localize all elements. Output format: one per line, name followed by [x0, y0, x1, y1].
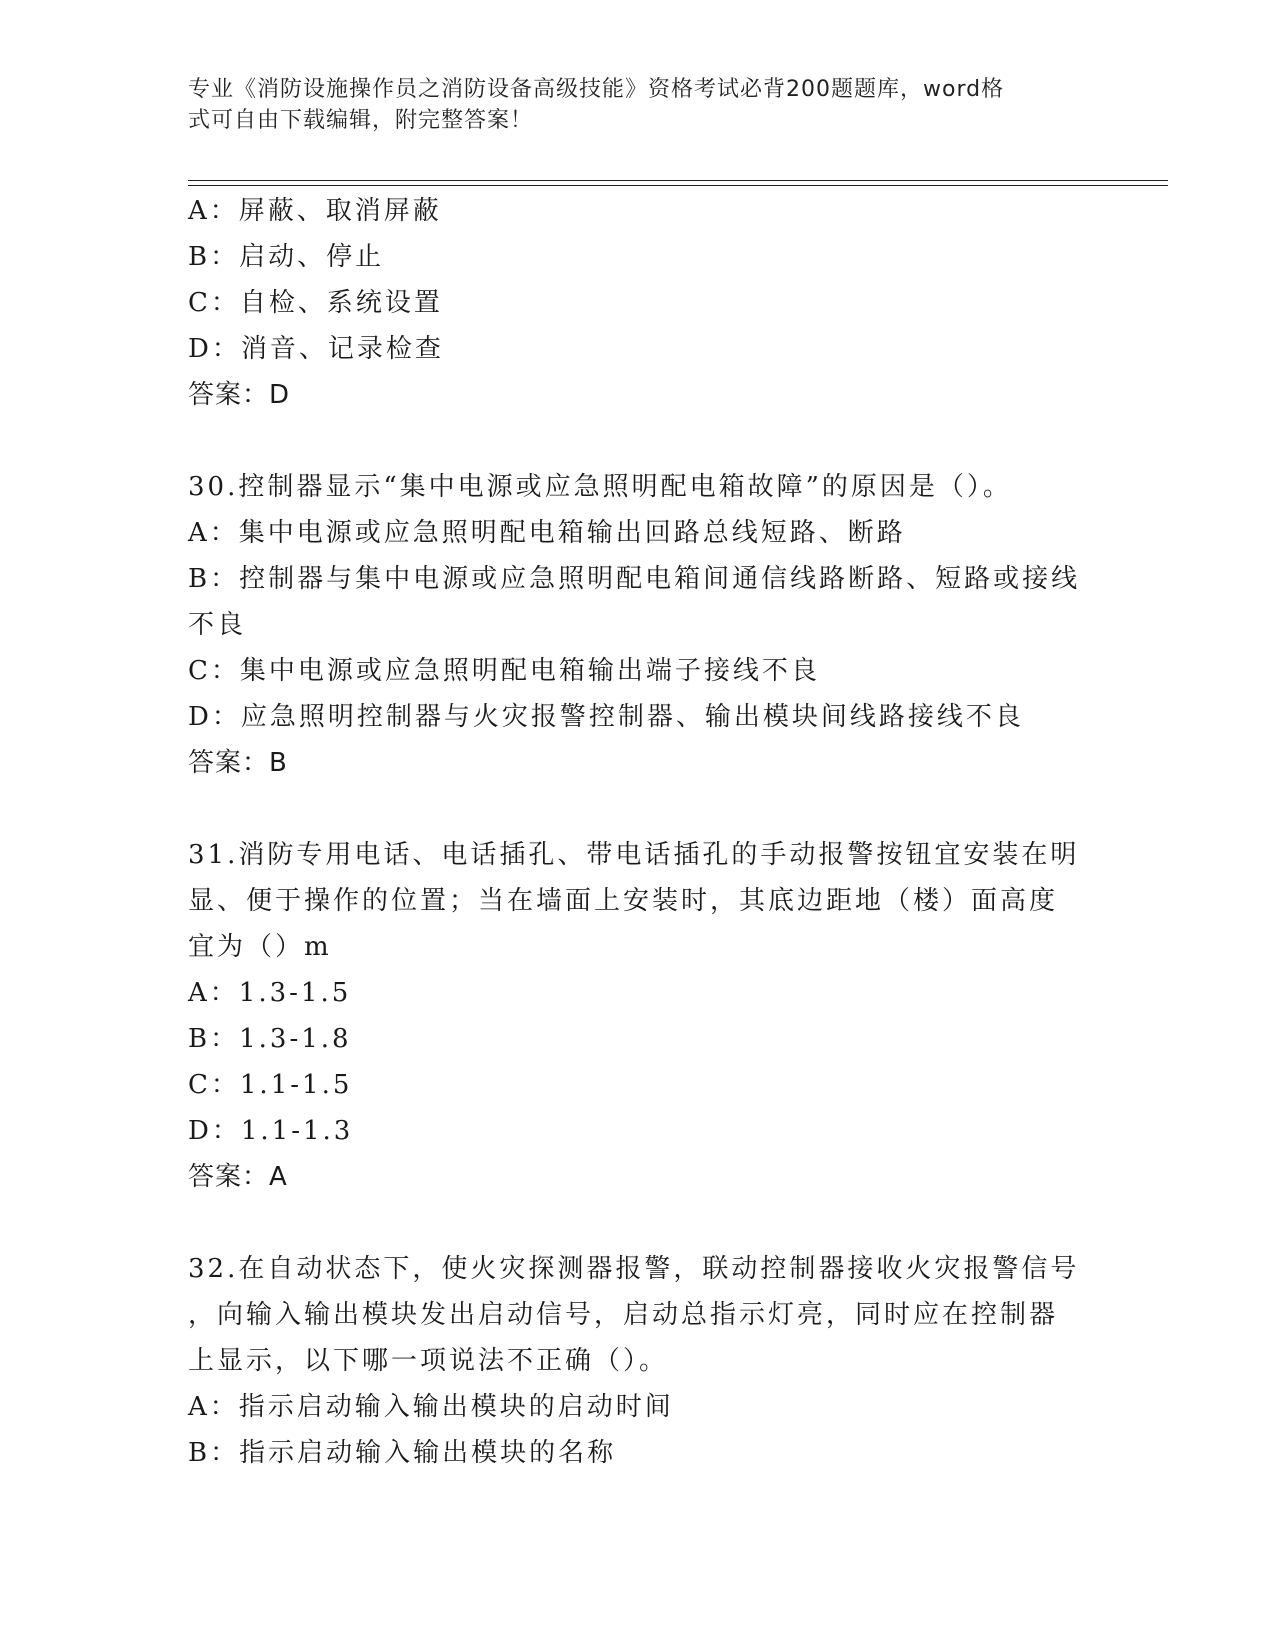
option-a: A：屏蔽、取消屏蔽	[188, 196, 442, 226]
question-31	[188, 832, 1088, 1200]
question-text-line-2: ，向输入输出模块发出启动信号，启动总指示灯亮，同时应在控制器	[188, 1300, 1059, 1330]
question-text-line-1: 32.在自动状态下，使火灾探测器报警，联动控制器接收火灾报警信号	[188, 1254, 1080, 1284]
option-d: D：应急照明控制器与火灾报警控制器、输出模块间线路接线不良	[188, 702, 1024, 732]
document-body	[188, 188, 1088, 1476]
option-a: A：指示启动输入输出模块的启动时间	[188, 1392, 674, 1422]
option-b: B：启动、停止	[188, 242, 385, 272]
question-text-line-1: 31.消防专用电话、电话插孔、带电话插孔的手动报警按钮宜安装在明	[188, 840, 1080, 870]
document-header	[188, 74, 1088, 136]
header-line-1: 专业《消防设施操作员之消防设备高级技能》资格考试必背200题题库，word格	[188, 77, 1005, 102]
question-text-line-3: 上显示，以下哪一项说法不正确（）。	[188, 1346, 669, 1376]
option-a: A：集中电源或应急照明配电箱输出回路总线短路、断路	[188, 518, 906, 548]
answer: 答案：D	[188, 380, 291, 410]
question-30	[188, 464, 1088, 786]
spacer	[188, 786, 1088, 832]
header-divider-bottom	[188, 185, 1168, 186]
option-b: B：指示启动输入输出模块的名称	[188, 1438, 617, 1468]
option-d: D：消音、记录检查	[188, 334, 444, 364]
header-divider-top	[188, 180, 1168, 181]
question-text: 30.控制器显示“集中电源或应急照明配电箱故障”的原因是（）。	[188, 472, 1012, 502]
option-c: C：集中电源或应急照明配电箱输出端子接线不良	[188, 656, 820, 686]
answer: 答案：B	[188, 748, 288, 778]
option-b: B：控制器与集中电源或应急照明配电箱间通信线路断路、短路或接线	[188, 564, 1081, 594]
option-d: D：1.1-1.3	[188, 1116, 354, 1146]
header-line-2: 式可自由下载编辑，附完整答案！	[188, 108, 534, 133]
option-c: C：自检、系统设置	[188, 288, 443, 318]
question-text-line-2: 显、便于操作的位置；当在墙面上安装时，其底边距地（楼）面高度	[188, 886, 1059, 916]
option-b-continued: 不良	[188, 610, 247, 640]
option-b: B：1.3-1.8	[188, 1024, 352, 1054]
question-32	[188, 1246, 1088, 1476]
question-text-line-3: 宜为（）m	[188, 932, 332, 962]
answer: 答案：A	[188, 1162, 288, 1192]
spacer	[188, 418, 1088, 464]
option-c: C：1.1-1.5	[188, 1070, 353, 1100]
question-29	[188, 188, 1088, 418]
spacer	[188, 1200, 1088, 1246]
option-a: A：1.3-1.5	[188, 978, 352, 1008]
